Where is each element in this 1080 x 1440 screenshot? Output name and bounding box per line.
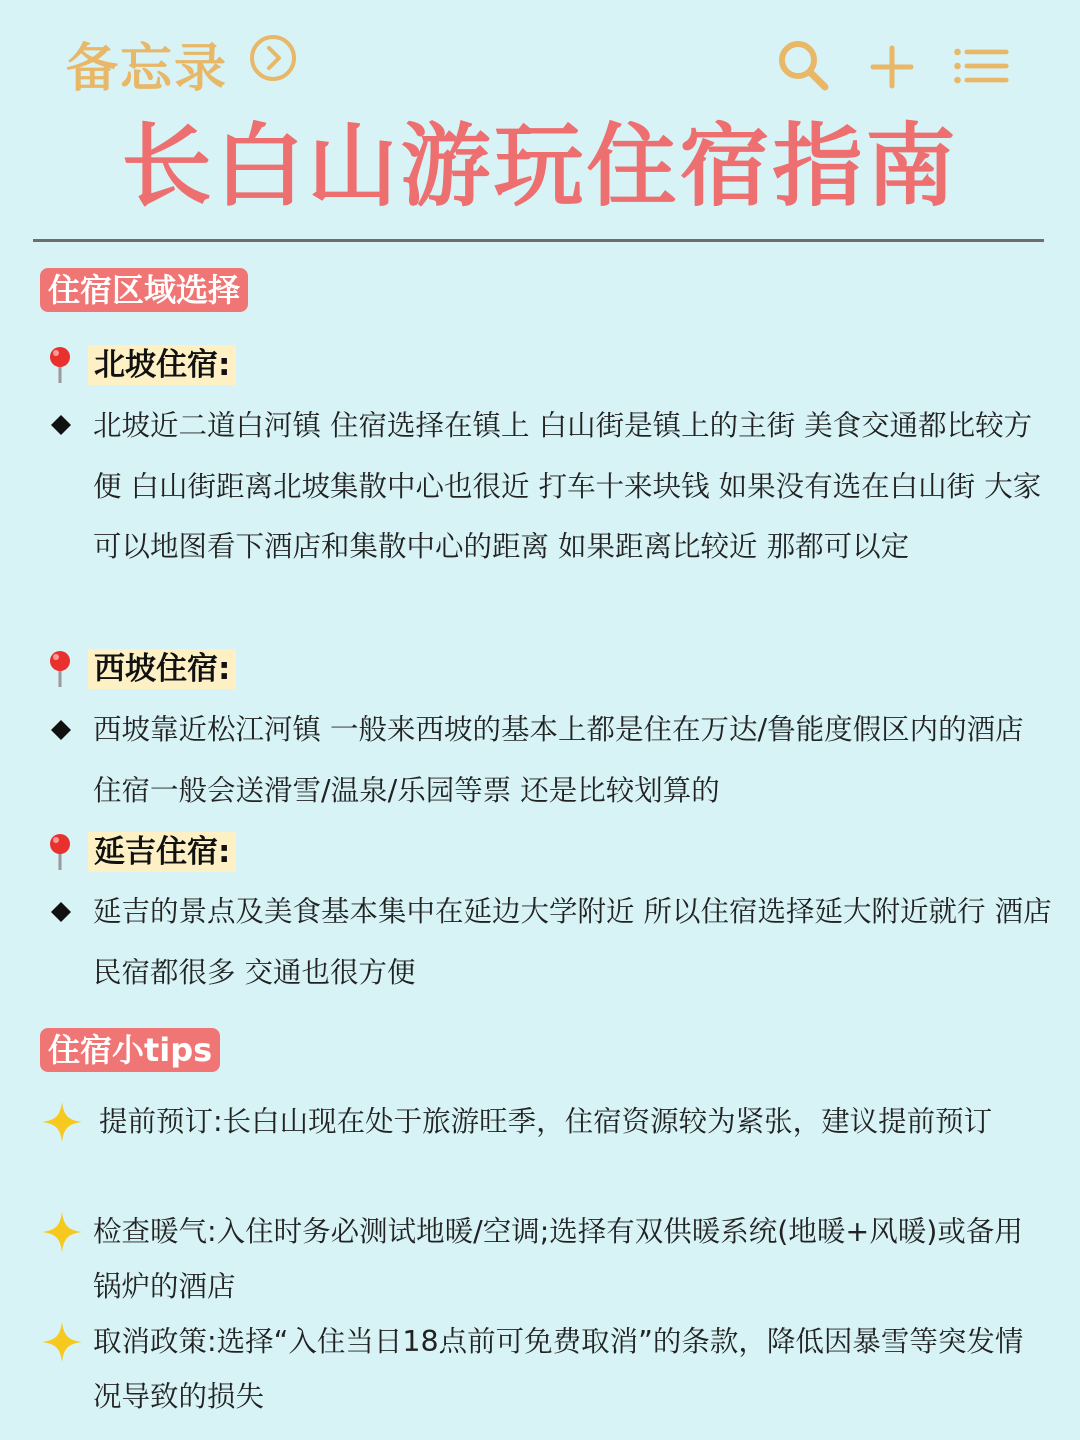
area-label: 延吉住宿: xyxy=(88,832,236,872)
area-description: 西坡靠近松江河镇 一般来西坡的基本上都是住在万达/鲁能度假区内的酒店 住宿一般会送滑雪/温泉/乐园等票 还是比较划算的 xyxy=(93,713,1024,807)
sparkle-icon xyxy=(42,1102,82,1142)
list-icon[interactable] xyxy=(950,36,1010,96)
diamond-bullet-icon xyxy=(51,720,71,740)
section-tag-area: 住宿区域选择 xyxy=(40,268,248,312)
search-icon[interactable] xyxy=(774,36,834,96)
sparkle-icon xyxy=(42,1212,82,1252)
diamond-bullet-icon xyxy=(51,415,71,435)
pushpin-icon xyxy=(44,345,76,385)
area-description: 延吉的景点及美食基本集中在延边大学附近 所以住宿选择延大附近就行 酒店民宿都很多 交通也很方便 xyxy=(93,895,1052,989)
diamond-bullet-icon xyxy=(51,902,71,922)
pushpin-icon xyxy=(44,832,76,872)
tip-item: 检查暖气:入住时务必测试地暖/空调;选择有双供暖系统(地暖+风暖)或备用锅炉的酒店 xyxy=(93,1215,1023,1303)
area-label: 北坡住宿: xyxy=(88,345,236,385)
tip-item: 取消政策:选择“入住当日18点前可免费取消”的条款，降低因暴雪等突发情况导致的损失 xyxy=(93,1325,1024,1413)
page-title: 长白山游玩住宿指南 xyxy=(121,114,959,219)
area-label: 西坡住宿: xyxy=(88,649,236,689)
plus-icon[interactable] xyxy=(862,36,922,96)
sparkle-icon xyxy=(42,1322,82,1362)
app-title: 备忘录 xyxy=(66,39,229,99)
area-description: 北坡近二道白河镇 住宿选择在镇上 白山街是镇上的主街 美食交通都比较方便 白山街距离北坡集散中心也很近 打车十来块钱 如果没有选在白山街 大家可以地图看下酒店和集散中心的距离 如果距离比较近 那都可以定 xyxy=(93,409,1042,563)
top-bar xyxy=(0,0,1080,110)
divider xyxy=(33,239,1044,242)
section-tag-tips: 住宿小tips xyxy=(40,1028,220,1072)
chevron-right-circle-icon[interactable] xyxy=(248,33,298,83)
tip-item: 提前预订:长白山现在处于旅游旺季，住宿资源较为紧张，建议提前预订 xyxy=(99,1105,993,1138)
pushpin-icon xyxy=(44,649,76,689)
